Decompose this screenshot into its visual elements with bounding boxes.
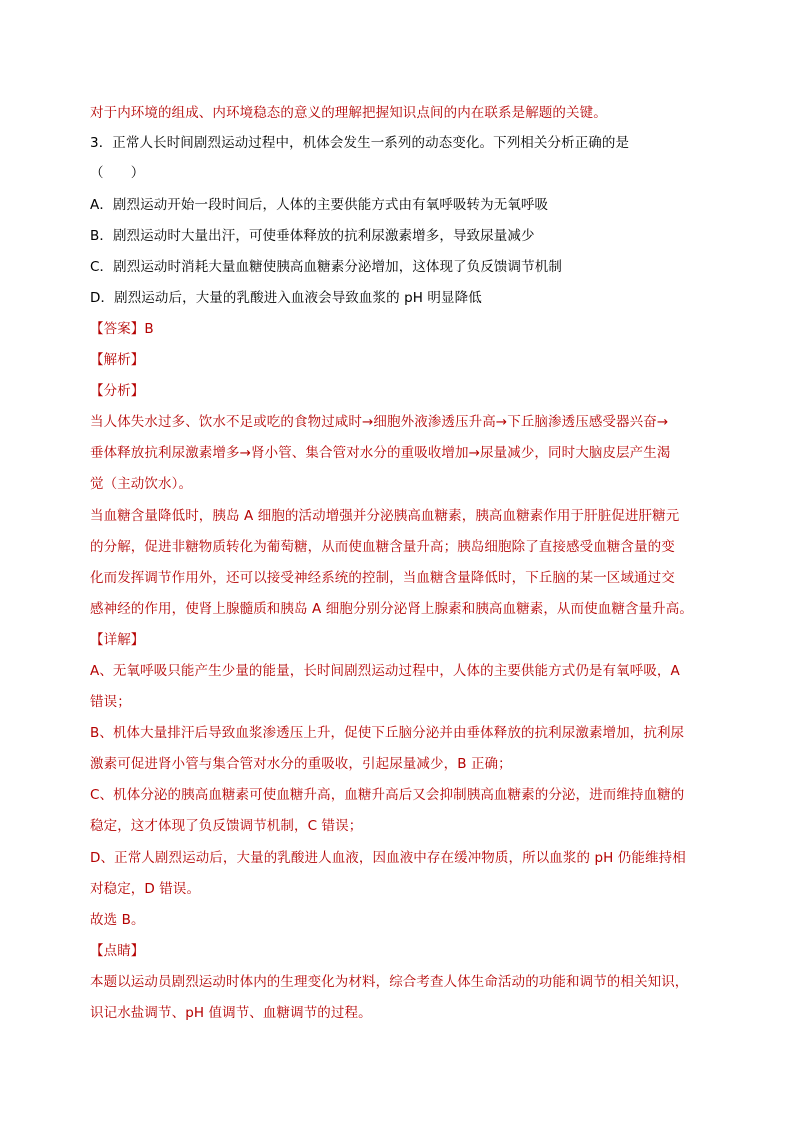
question-stem: 3．正常人长时间剧烈运动过程中，机体会发生一系列的动态变化。下列相关分析正确的是 <box>90 135 630 151</box>
detail-line: A、无氧呼吸只能产生少量的能量，长时间剧烈运动过程中，人体的主要供能方式仍是有氧呼吸，A <box>90 663 680 679</box>
detail-line: 稳定，这才体现了负反馈调节机制，C 错误； <box>90 818 363 834</box>
comment-line: 本题以运动员剧烈运动时体内的生理变化为材料，综合考查人体生命活动的功能和调节的相关知识， <box>90 974 689 990</box>
analysis-line: 化而发挥调节作用外，还可以接受神经系统的控制，当血糖含量降低时，下丘脑的某一区域通过交 <box>90 570 675 586</box>
analysis-line: 的分解，促进非糖物质转化为葡萄糖，从而使血糖含量升高；胰岛细胞除了直接感受血糖含量的变 <box>90 539 675 555</box>
conclusion-line: 故选 B。 <box>90 912 145 928</box>
option-b: B．剧烈运动时大量出汗，可使垂体释放的抗利尿激素增多，导致尿量减少 <box>90 228 535 244</box>
text-line: 对于内环境的组成、内环境稳态的意义的理解把握知识点间的内在联系是解题的关键。 <box>90 105 607 121</box>
option-a: A．剧烈运动开始一段时间后，人体的主要供能方式由有氧呼吸转为无氧呼吸 <box>90 197 549 213</box>
comment-heading: 【点睛】 <box>90 943 145 959</box>
detail-line: 错误； <box>90 694 131 710</box>
analysis-line: 当血糖含量降低时，胰岛 A 细胞的活动增强并分泌胰高血糖素，胰高血糖素作用于肝脏促进肝糖元 <box>90 508 680 524</box>
comment-line: 识记水盐调节、pH 值调节、血糖调节的过程。 <box>90 1005 372 1021</box>
analysis-line: 觉（主动饮水）。 <box>90 476 193 492</box>
detail-line: B、机体大量排汗后导致血浆渗透压上升，促使下丘脑分泌并由垂体释放的抗利尿激素增加，抗利尿 <box>90 725 685 741</box>
analysis-line: 垂体释放抗利尿激素增多→肾小管、集合管对水分的重吸收增加→尿量减少，同时大脑皮层产生渴 <box>90 445 671 461</box>
detail-line: D、正常人剧烈运动后，大量的乳酸进人血液，因血液中存在缓冲物质，所以血浆的 pH 仍能维持相 <box>90 850 686 866</box>
option-c: C．剧烈运动时消耗大量血糖使胰高血糖素分泌增加，这体现了负反馈调节机制 <box>90 259 562 275</box>
option-d: D．剧烈运动后，大量的乳酸进入血液会导致血浆的 pH 明显降低 <box>90 290 482 306</box>
detail-line: 对稳定，D 错误。 <box>90 881 201 897</box>
explanation-heading: 【解析】 <box>90 352 145 368</box>
answer-heading: 【答案】B <box>90 321 154 337</box>
detail-line: 激素可促进肾小管与集合管对水分的重吸收，引起尿量减少，B 正确； <box>90 756 512 772</box>
detail-line: C、机体分泌的胰高血糖素可使血糖升高，血糖升高后又会抑制胰高血糖素的分泌，进而维持血糖的 <box>90 787 685 803</box>
answer-blank: （ ） <box>90 165 145 181</box>
analysis-line: 感神经的作用，使肾上腺髓质和胰岛 A 细胞分别分泌肾上腺素和胰高血糖素，从而使血糖含量升高。 <box>90 601 693 617</box>
analysis-line: 当人体失水过多、饮水不足或吃的食物过咸时→细胞外液渗透压升高→下丘脑渗透压感受器兴奋→ <box>90 414 669 430</box>
analysis-heading: 【分析】 <box>90 383 145 399</box>
detail-heading: 【详解】 <box>90 632 145 648</box>
